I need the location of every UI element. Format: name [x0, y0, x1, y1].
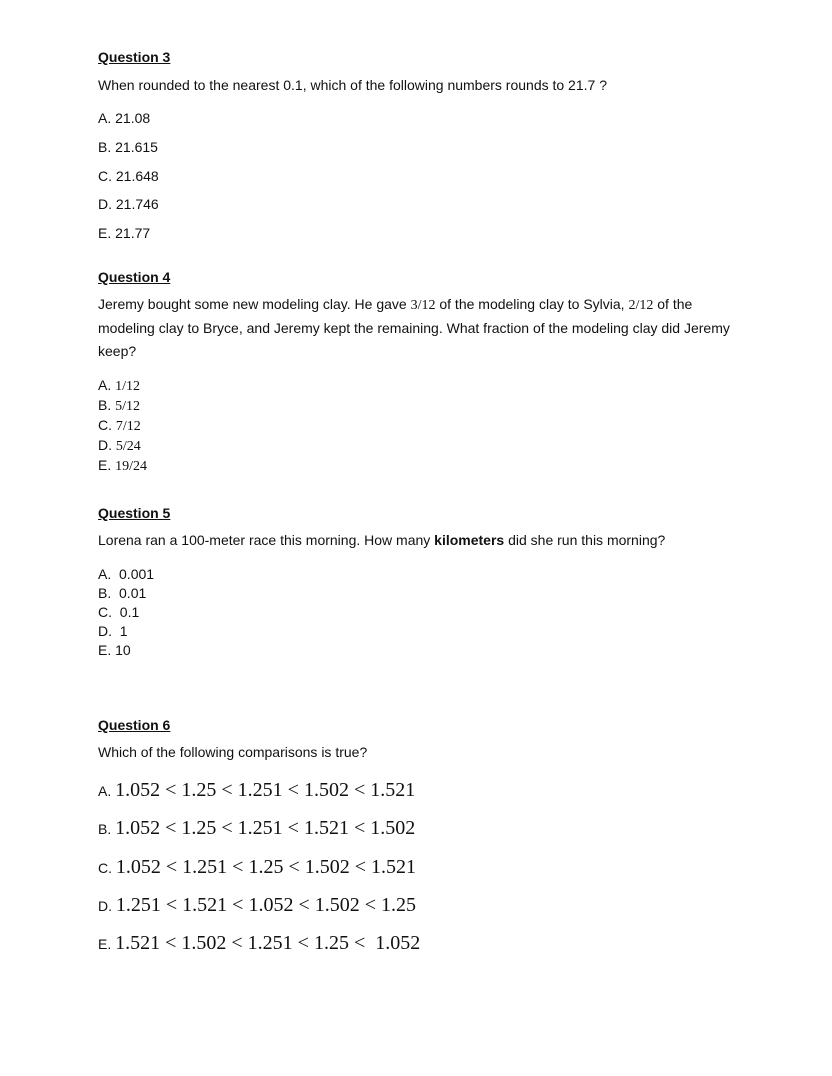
- q4-option-b: [98, 397, 140, 415]
- option-letter: A.: [98, 783, 112, 799]
- option-letter: E.: [98, 457, 112, 473]
- q3-option-c: [98, 168, 159, 184]
- question-3-prompt: When rounded to the nearest 0.1, which of the following numbers rounds to 21.7 ?: [98, 77, 607, 93]
- option-letter: E.: [98, 225, 112, 241]
- option-letter: A.: [98, 566, 112, 582]
- question-6-heading: Question 6: [98, 717, 171, 733]
- option-letter: B.: [98, 397, 112, 413]
- option-value: 5/12: [115, 399, 141, 414]
- q5-option-b: [98, 585, 146, 601]
- option-value: 5/24: [115, 439, 141, 454]
- prompt-text: of the modeling clay to Sylvia,: [435, 296, 629, 312]
- q6-option-a: [98, 779, 415, 802]
- option-value: 1: [119, 623, 128, 639]
- option-letter: D.: [98, 623, 112, 639]
- prompt-text: of the modeling clay to Bryce, and Jeremy kept the remaining. What fraction of the modeling clay did Jeremy keep?: [98, 296, 730, 359]
- q4-option-c: [98, 417, 141, 435]
- option-value: 0.001: [119, 566, 155, 582]
- prompt-text: Lorena ran a 100-meter race this morning. How many: [98, 532, 435, 548]
- option-value: 1.521 < 1.502 < 1.251 < 1.25 < 1.052: [115, 932, 421, 954]
- option-value: 0.1: [119, 604, 140, 620]
- q5-option-d: [98, 623, 128, 639]
- option-value: 1/12: [115, 379, 141, 394]
- option-letter: C.: [98, 168, 112, 184]
- option-letter: E.: [98, 936, 112, 952]
- q5-option-c: [98, 604, 139, 620]
- fraction-value: 3/12: [410, 298, 436, 313]
- option-value: 7/12: [115, 419, 141, 434]
- fraction-value: 2/12: [628, 298, 654, 313]
- option-value: 1.052 < 1.25 < 1.251 < 1.521 < 1.502: [115, 817, 416, 839]
- q6-option-c: [98, 856, 416, 879]
- q6-option-e: [98, 932, 420, 955]
- option-letter: C.: [98, 604, 112, 620]
- question-4-prompt: [98, 293, 738, 363]
- option-letter: C.: [98, 417, 112, 433]
- q4-option-a: [98, 377, 140, 395]
- option-letter: D.: [98, 437, 112, 453]
- option-value: 21.77: [115, 225, 151, 241]
- q4-option-e: [98, 457, 147, 475]
- q3-option-e: [98, 225, 150, 241]
- option-value: 21.615: [115, 139, 158, 155]
- question-3-heading: Question 3: [98, 49, 171, 65]
- question-5-prompt: [98, 532, 665, 548]
- option-value: 21.746: [115, 196, 159, 212]
- option-value: 0.01: [119, 585, 147, 601]
- q6-option-d: [98, 894, 416, 917]
- option-letter: A.: [98, 110, 112, 126]
- option-letter: B.: [98, 821, 112, 837]
- q6-option-b: [98, 817, 415, 840]
- q4-option-d: [98, 437, 141, 455]
- q3-option-a: [98, 110, 150, 126]
- option-letter: E.: [98, 642, 112, 658]
- q3-option-d: [98, 196, 159, 212]
- option-letter: A.: [98, 377, 112, 393]
- q5-option-e: [98, 642, 131, 658]
- option-value: 1.251 < 1.521 < 1.052 < 1.502 < 1.25: [115, 894, 417, 916]
- option-value: 21.08: [115, 110, 151, 126]
- prompt-text: Jeremy bought some new modeling clay. He gave: [98, 296, 411, 312]
- option-letter: C.: [98, 860, 112, 876]
- q3-option-b: [98, 139, 158, 155]
- option-value: 10: [115, 642, 131, 658]
- question-6-prompt: Which of the following comparisons is true?: [98, 744, 368, 760]
- question-4-heading: Question 4: [98, 269, 171, 285]
- option-value: 1.052 < 1.251 < 1.25 < 1.502 < 1.521: [115, 856, 417, 878]
- option-value: 21.648: [115, 168, 159, 184]
- option-letter: D.: [98, 196, 112, 212]
- prompt-text: did she run this morning?: [504, 532, 666, 548]
- option-value: 1.052 < 1.25 < 1.251 < 1.502 < 1.521: [115, 779, 416, 801]
- option-letter: B.: [98, 585, 112, 601]
- option-letter: B.: [98, 139, 112, 155]
- question-5-heading: Question 5: [98, 505, 171, 521]
- q5-option-a: [98, 566, 154, 582]
- option-value: 19/24: [115, 459, 148, 474]
- emphasis-text: kilometers: [434, 532, 505, 548]
- option-letter: D.: [98, 898, 112, 914]
